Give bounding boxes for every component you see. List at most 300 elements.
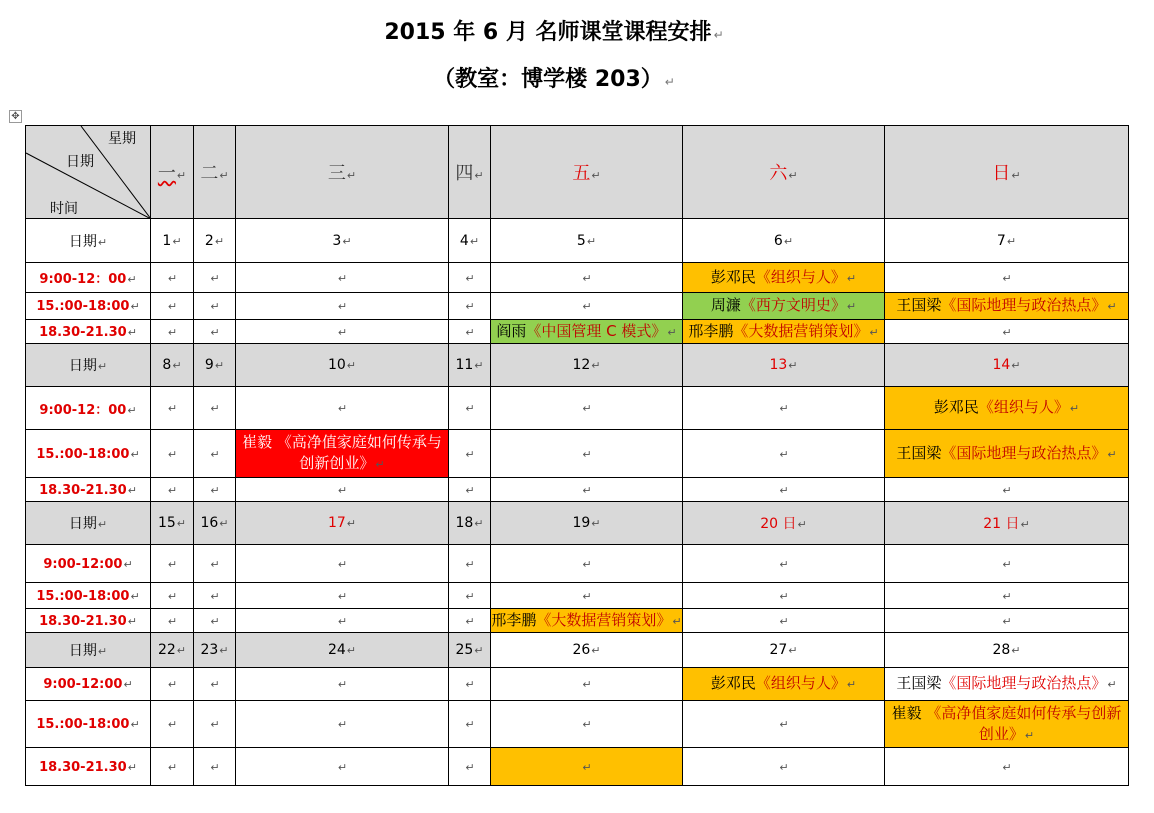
paragraph-mark-icon: ↵ bbox=[176, 169, 187, 182]
paragraph-mark-icon: ↵ bbox=[167, 447, 178, 461]
course-entry bbox=[683, 673, 884, 695]
paragraph-mark-icon: ↵ bbox=[210, 402, 220, 415]
empty-cell bbox=[683, 545, 885, 583]
empty-cell bbox=[151, 430, 194, 478]
paragraph-mark-icon: ↵ bbox=[1011, 359, 1021, 372]
empty-cell bbox=[449, 387, 491, 430]
paragraph-mark-icon: ↵ bbox=[779, 614, 789, 628]
paragraph-mark-icon: ↵ bbox=[582, 483, 592, 497]
empty-cell bbox=[194, 545, 236, 583]
paragraph-mark-icon: ↵ bbox=[783, 234, 794, 248]
time-slot-row bbox=[26, 609, 1129, 633]
paragraph-mark-icon: ↵ bbox=[167, 760, 178, 774]
paragraph-mark-icon: ↵ bbox=[474, 169, 484, 182]
empty-cell bbox=[151, 668, 194, 701]
paragraph-mark-icon: ↵ bbox=[337, 718, 348, 731]
corner-cell bbox=[26, 126, 151, 219]
paragraph-mark-icon: ↵ bbox=[210, 557, 220, 571]
date-cell bbox=[449, 633, 491, 668]
time-slot-label bbox=[26, 609, 151, 633]
empty-cell bbox=[194, 583, 236, 609]
paragraph-mark-icon: ↵ bbox=[214, 359, 225, 372]
paragraph-mark-icon: ↵ bbox=[210, 325, 220, 339]
time-slot-label bbox=[26, 748, 151, 786]
time-slot-label bbox=[26, 668, 151, 701]
empty-cell bbox=[194, 668, 236, 701]
date-cell bbox=[194, 633, 236, 668]
paragraph-mark-icon: ↵ bbox=[210, 300, 220, 313]
table-move-handle-icon[interactable]: ✥ bbox=[9, 110, 22, 123]
time-slot-text: 18.30-21.30 bbox=[39, 324, 127, 340]
time-slot-row bbox=[26, 583, 1129, 609]
date-cell bbox=[885, 633, 1129, 668]
date-cell bbox=[491, 633, 683, 668]
paragraph-mark-icon: ↵ bbox=[591, 169, 601, 182]
date-number: 24 bbox=[327, 642, 346, 658]
paragraph-mark-icon: ↵ bbox=[797, 518, 807, 531]
paragraph-mark-icon: ↵ bbox=[582, 402, 592, 415]
paragraph-mark-icon: ↵ bbox=[130, 589, 140, 603]
paragraph-mark-icon: ↵ bbox=[1069, 402, 1080, 415]
paragraph-mark-icon: ↵ bbox=[869, 325, 879, 339]
weekday-label: 六 bbox=[769, 163, 788, 184]
empty-cell bbox=[491, 583, 683, 609]
instructor-name: 邢李鹏 bbox=[688, 321, 734, 340]
empty-cell bbox=[885, 320, 1129, 344]
paragraph-mark-icon: ↵ bbox=[214, 234, 225, 248]
date-number: 11 bbox=[455, 357, 474, 373]
paragraph-mark-icon: ↵ bbox=[465, 760, 475, 774]
weekday-label: 四 bbox=[455, 163, 474, 184]
course-cell[interactable] bbox=[683, 293, 885, 320]
empty-cell bbox=[449, 545, 491, 583]
empty-cell bbox=[683, 430, 885, 478]
course-title: 《大数据营销策划》 bbox=[536, 610, 672, 629]
date-cell bbox=[885, 219, 1129, 263]
paragraph-mark-icon: ↵ bbox=[210, 718, 220, 731]
weekday-label: 一 bbox=[157, 163, 176, 184]
course-cell[interactable] bbox=[885, 701, 1129, 748]
time-slot-text: 9:00-12：00 bbox=[39, 402, 127, 418]
date-number: 1 bbox=[162, 232, 172, 249]
empty-cell bbox=[449, 668, 491, 701]
paragraph-mark-icon: ↵ bbox=[672, 614, 682, 628]
weekday-header-5 bbox=[491, 126, 683, 219]
paragraph-mark-icon: ↵ bbox=[474, 644, 484, 657]
paragraph-mark-icon: ↵ bbox=[582, 557, 592, 571]
empty-cell bbox=[194, 387, 236, 430]
paragraph-mark-icon: ↵ bbox=[127, 325, 137, 339]
weekday-header-2 bbox=[194, 126, 236, 219]
date-row-label bbox=[26, 219, 151, 263]
course-entry bbox=[683, 267, 884, 289]
paragraph-mark-icon: ↵ bbox=[591, 359, 601, 372]
paragraph-mark-icon: ↵ bbox=[582, 447, 592, 461]
time-slot-row bbox=[26, 320, 1129, 344]
date-cell bbox=[151, 344, 194, 387]
header-row bbox=[26, 126, 1129, 219]
time-slot-text: 15.:00-18:00 bbox=[36, 299, 130, 314]
paragraph-mark-icon: ↵ bbox=[465, 447, 475, 461]
date-cell bbox=[236, 344, 449, 387]
empty-cell bbox=[236, 583, 449, 609]
date-number: 14 bbox=[992, 357, 1011, 373]
date-number: 12 bbox=[572, 357, 591, 373]
empty-cell bbox=[236, 293, 449, 320]
empty-cell bbox=[151, 478, 194, 502]
date-number: 21 日 bbox=[983, 516, 1020, 532]
time-slot-row bbox=[26, 748, 1129, 786]
time-slot-label bbox=[26, 387, 151, 430]
weekday-header-4 bbox=[449, 126, 491, 219]
paragraph-mark-icon: ↵ bbox=[779, 402, 789, 415]
date-row bbox=[26, 219, 1129, 263]
paragraph-mark-icon: ↵ bbox=[346, 169, 357, 182]
course-entry bbox=[885, 397, 1128, 419]
date-number: 17 bbox=[327, 515, 346, 531]
paragraph-mark-icon: ↵ bbox=[1002, 589, 1012, 603]
paragraph-mark-icon: ↵ bbox=[667, 325, 677, 339]
date-cell bbox=[449, 502, 491, 545]
date-cell bbox=[236, 219, 449, 263]
paragraph-mark-icon: ↵ bbox=[337, 325, 348, 339]
date-cell bbox=[236, 633, 449, 668]
date-number: 15 bbox=[157, 515, 176, 531]
time-slot-label bbox=[26, 478, 151, 502]
paragraph-mark-icon: ↵ bbox=[127, 483, 137, 497]
empty-cell bbox=[236, 668, 449, 701]
empty-cell bbox=[885, 263, 1129, 293]
course-cell[interactable] bbox=[683, 668, 885, 701]
instructor-name: 彭邓民 bbox=[710, 674, 756, 692]
time-slot-row bbox=[26, 701, 1129, 748]
time-slot-row bbox=[26, 387, 1129, 430]
course-cell[interactable] bbox=[885, 293, 1129, 320]
paragraph-mark-icon: ↵ bbox=[469, 234, 480, 248]
weekday-label: 日 bbox=[992, 163, 1011, 184]
empty-cell bbox=[449, 748, 491, 786]
paragraph-mark-icon: ↵ bbox=[465, 483, 475, 497]
date-cell bbox=[491, 344, 683, 387]
weekday-header-1 bbox=[151, 126, 194, 219]
empty-cell bbox=[236, 263, 449, 293]
paragraph-mark-icon: ↵ bbox=[1107, 678, 1117, 691]
paragraph-mark-icon: ↵ bbox=[167, 483, 178, 497]
instructor-name: 崔毅 bbox=[242, 433, 277, 451]
course-cell[interactable] bbox=[683, 263, 885, 293]
empty-cell bbox=[449, 583, 491, 609]
date-number: 8 bbox=[162, 357, 172, 373]
paragraph-mark-icon: ↵ bbox=[1002, 325, 1012, 339]
date-cell bbox=[236, 502, 449, 545]
time-slot-text: 18.30-21.30 bbox=[39, 613, 127, 629]
empty-cell bbox=[236, 387, 449, 430]
date-number: 3 bbox=[332, 232, 342, 249]
time-slot-label bbox=[26, 701, 151, 748]
empty-cell bbox=[885, 583, 1129, 609]
date-number: 13 bbox=[769, 357, 788, 373]
empty-cell bbox=[151, 263, 194, 293]
time-slot-text: 18.30-21.30 bbox=[39, 759, 127, 775]
paragraph-mark-icon: ↵ bbox=[465, 614, 475, 628]
paragraph-mark-icon: ↵ bbox=[97, 518, 108, 531]
paragraph-mark-icon: ↵ bbox=[167, 402, 178, 415]
corner-time-label: 时间 bbox=[50, 201, 78, 217]
paragraph-mark-icon: ↵ bbox=[779, 760, 789, 774]
paragraph-mark-icon: ↵ bbox=[337, 760, 348, 774]
time-slot-row bbox=[26, 293, 1129, 320]
date-row-label bbox=[26, 502, 151, 545]
course-title: 《组织与人》 bbox=[978, 398, 1069, 416]
paragraph-mark-icon: ↵ bbox=[337, 300, 348, 313]
empty-cell bbox=[491, 387, 683, 430]
course-entry bbox=[491, 321, 682, 343]
paragraph-mark-icon: ↵ bbox=[167, 614, 178, 628]
paragraph-mark-icon: ↵ bbox=[788, 644, 798, 657]
time-slot-row bbox=[26, 545, 1129, 583]
paragraph-mark-icon: ↵ bbox=[130, 300, 140, 313]
course-title: 《高净值家庭如何传承与创新创业》 bbox=[276, 433, 442, 472]
date-number: 23 bbox=[200, 642, 219, 658]
time-slot-row bbox=[26, 668, 1129, 701]
date-cell bbox=[449, 219, 491, 263]
date-cell bbox=[683, 219, 885, 263]
time-slot-text: 9:00-12:00 bbox=[43, 677, 123, 692]
course-cell[interactable] bbox=[683, 320, 885, 344]
paragraph-mark-icon: ↵ bbox=[474, 517, 484, 530]
empty-cell bbox=[449, 430, 491, 478]
paragraph-mark-icon: ↵ bbox=[591, 644, 601, 657]
date-row-label bbox=[26, 633, 151, 668]
date-cell bbox=[151, 502, 194, 545]
empty-cell bbox=[885, 478, 1129, 502]
paragraph-mark-icon: ↵ bbox=[465, 718, 475, 731]
paragraph-mark-icon: ↵ bbox=[846, 300, 857, 313]
course-entry bbox=[491, 610, 682, 632]
date-label-text: 日期 bbox=[68, 516, 97, 532]
instructor-name: 邢李鹏 bbox=[491, 610, 537, 629]
paragraph-mark-icon: ↵ bbox=[167, 271, 178, 285]
paragraph-mark-icon: ↵ bbox=[1107, 300, 1117, 313]
time-slot-label bbox=[26, 263, 151, 293]
course-cell[interactable] bbox=[885, 668, 1129, 701]
date-number: 2 bbox=[204, 232, 214, 249]
paragraph-mark-icon: ↵ bbox=[582, 589, 592, 603]
paragraph-mark-icon: ↵ bbox=[167, 557, 178, 571]
paragraph-mark-icon: ↵ bbox=[210, 614, 220, 628]
instructor-name: 阎雨 bbox=[496, 321, 527, 340]
paragraph-mark-icon: ↵ bbox=[465, 589, 475, 603]
course-entry bbox=[885, 443, 1128, 465]
instructor-name: 王国梁 bbox=[896, 296, 942, 314]
empty-cell bbox=[236, 478, 449, 502]
paragraph-mark-icon: ↵ bbox=[167, 300, 178, 313]
empty-cell bbox=[236, 609, 449, 633]
instructor-name: 崔毅 bbox=[891, 703, 927, 722]
corner-weekday-label: 星期 bbox=[108, 131, 136, 147]
paragraph-mark-icon: ↵ bbox=[167, 325, 178, 339]
empty-cell bbox=[449, 293, 491, 320]
time-slot-text: 18.30-21.30 bbox=[39, 482, 127, 498]
empty-cell bbox=[491, 293, 683, 320]
paragraph-mark-icon: ↵ bbox=[210, 760, 220, 774]
date-number: 22 bbox=[157, 642, 176, 658]
course-cell[interactable] bbox=[236, 430, 449, 478]
time-slot-text: 15.:00-18:00 bbox=[36, 446, 130, 462]
date-cell bbox=[683, 502, 885, 545]
weekday-label: 三 bbox=[327, 163, 346, 184]
paragraph-mark-icon: ↵ bbox=[127, 403, 137, 417]
empty-cell bbox=[683, 609, 885, 633]
paragraph-mark-icon: ↵ bbox=[465, 402, 475, 415]
course-entry bbox=[885, 295, 1128, 317]
paragraph-mark-icon: ↵ bbox=[1107, 447, 1117, 461]
course-title: 《大数据营销策划》 bbox=[733, 321, 869, 340]
paragraph-mark-icon: ↵ bbox=[1011, 169, 1021, 182]
paragraph-mark-icon: ↵ bbox=[788, 359, 798, 372]
paragraph-mark-icon: ↵ bbox=[586, 234, 597, 248]
empty-cell bbox=[491, 478, 683, 502]
paragraph-mark-icon: ↵ bbox=[465, 557, 475, 571]
paragraph-mark-icon: ↵ bbox=[1002, 557, 1012, 571]
paragraph-mark-icon: ↵ bbox=[337, 678, 348, 691]
date-number: 28 bbox=[992, 642, 1011, 658]
date-row bbox=[26, 502, 1129, 545]
empty-cell bbox=[491, 668, 683, 701]
time-slot-label bbox=[26, 430, 151, 478]
course-title: 《组织与人》 bbox=[755, 267, 846, 286]
paragraph-mark-icon: ↵ bbox=[779, 589, 789, 603]
paragraph-mark-icon: ↵ bbox=[779, 447, 789, 461]
date-number: 9 bbox=[204, 357, 214, 373]
date-number: 25 bbox=[455, 642, 474, 658]
date-cell bbox=[194, 502, 236, 545]
paragraph-mark-icon: ↵ bbox=[337, 483, 348, 497]
date-cell bbox=[151, 633, 194, 668]
date-cell bbox=[683, 633, 885, 668]
weekday-header-6 bbox=[683, 126, 885, 219]
date-cell bbox=[885, 344, 1129, 387]
time-slot-text: 9:00-12：00 bbox=[39, 272, 127, 287]
paragraph-mark-icon: ↵ bbox=[127, 614, 137, 628]
date-label-text: 日期 bbox=[68, 233, 97, 250]
empty-cell bbox=[449, 263, 491, 293]
corner-date-label: 日期 bbox=[66, 154, 94, 170]
course-entry bbox=[236, 432, 448, 475]
course-title: 《中国管理 C 模式》 bbox=[526, 321, 667, 340]
paragraph-mark-icon: ↵ bbox=[337, 271, 348, 285]
empty-cell bbox=[236, 748, 449, 786]
paragraph-mark-icon: ↵ bbox=[167, 718, 178, 731]
paragraph-mark-icon: ↵ bbox=[582, 718, 592, 731]
empty-cell bbox=[194, 293, 236, 320]
paragraph-mark-icon: ↵ bbox=[337, 557, 348, 571]
paragraph-mark-icon: ↵ bbox=[123, 557, 133, 571]
date-row bbox=[26, 633, 1129, 668]
course-cell[interactable] bbox=[491, 609, 683, 633]
paragraph-mark-icon: ↵ bbox=[219, 517, 229, 530]
instructor-name: 彭邓民 bbox=[933, 398, 979, 416]
date-label-text: 日期 bbox=[68, 358, 97, 374]
empty-cell bbox=[151, 320, 194, 344]
course-title: 《国际地理与政治热点》 bbox=[941, 674, 1107, 692]
empty-cell bbox=[151, 545, 194, 583]
weekday-label: 五 bbox=[572, 163, 591, 184]
date-cell bbox=[491, 219, 683, 263]
date-cell bbox=[449, 344, 491, 387]
weekday-header-7 bbox=[885, 126, 1129, 219]
date-number: 10 bbox=[327, 357, 346, 373]
paragraph-mark-icon: ↵ bbox=[465, 271, 475, 285]
paragraph-mark-icon: ↵ bbox=[97, 235, 108, 249]
paragraph-mark-icon: ↵ bbox=[346, 644, 357, 657]
empty-cell bbox=[885, 609, 1129, 633]
course-title: 《国际地理与政治热点》 bbox=[941, 296, 1107, 314]
paragraph-mark-icon: ↵ bbox=[582, 760, 592, 774]
course-title: 《西方文明史》 bbox=[740, 296, 846, 314]
date-cell bbox=[885, 502, 1129, 545]
time-slot-label bbox=[26, 545, 151, 583]
time-slot-row bbox=[26, 263, 1129, 293]
empty-cell bbox=[885, 545, 1129, 583]
paragraph-mark-icon: ↵ bbox=[465, 678, 475, 691]
course-cell[interactable] bbox=[885, 430, 1129, 478]
empty-cell bbox=[449, 701, 491, 748]
course-entry bbox=[885, 673, 1128, 695]
date-row-label bbox=[26, 344, 151, 387]
date-number: 26 bbox=[572, 642, 591, 658]
time-slot-text: 15.:00-18:00 bbox=[36, 717, 130, 732]
paragraph-mark-icon: ↵ bbox=[337, 402, 348, 415]
empty-cell bbox=[151, 701, 194, 748]
empty-cell bbox=[236, 320, 449, 344]
date-number: 7 bbox=[996, 232, 1006, 249]
course-cell[interactable] bbox=[491, 320, 683, 344]
date-number: 19 bbox=[572, 515, 591, 531]
date-cell bbox=[683, 344, 885, 387]
weekday-header-3 bbox=[236, 126, 449, 219]
course-entry bbox=[683, 295, 884, 317]
empty-cell bbox=[151, 293, 194, 320]
empty-cell bbox=[194, 748, 236, 786]
instructor-name: 王国梁 bbox=[896, 674, 942, 692]
paragraph-mark-icon: ↵ bbox=[375, 458, 385, 471]
course-cell[interactable] bbox=[885, 387, 1129, 430]
paragraph-mark-icon: ↵ bbox=[779, 557, 789, 571]
time-slot-row bbox=[26, 478, 1129, 502]
date-number: 6 bbox=[773, 232, 783, 249]
empty-cell bbox=[194, 263, 236, 293]
time-slot-label bbox=[26, 583, 151, 609]
schedule-table bbox=[25, 125, 1129, 786]
empty-cell bbox=[151, 609, 194, 633]
empty-cell bbox=[683, 701, 885, 748]
paragraph-mark-icon: ↵ bbox=[342, 234, 352, 248]
page-subtitle: （教室：博学楼 203） ↵ bbox=[433, 67, 675, 92]
paragraph-mark-icon: ↵ bbox=[582, 271, 592, 285]
empty-cell bbox=[491, 430, 683, 478]
empty-cell bbox=[491, 701, 683, 748]
paragraph-mark-icon: ↵ bbox=[465, 325, 475, 339]
empty-cell bbox=[194, 609, 236, 633]
empty-cell bbox=[194, 701, 236, 748]
paragraph-mark-icon: ↵ bbox=[172, 359, 182, 372]
course-title: 《国际地理与政治热点》 bbox=[941, 443, 1107, 462]
paragraph-mark-icon: ↵ bbox=[97, 645, 108, 658]
paragraph-mark-icon: ↵ bbox=[210, 483, 220, 497]
empty-cell bbox=[151, 583, 194, 609]
empty-cell bbox=[885, 748, 1129, 786]
